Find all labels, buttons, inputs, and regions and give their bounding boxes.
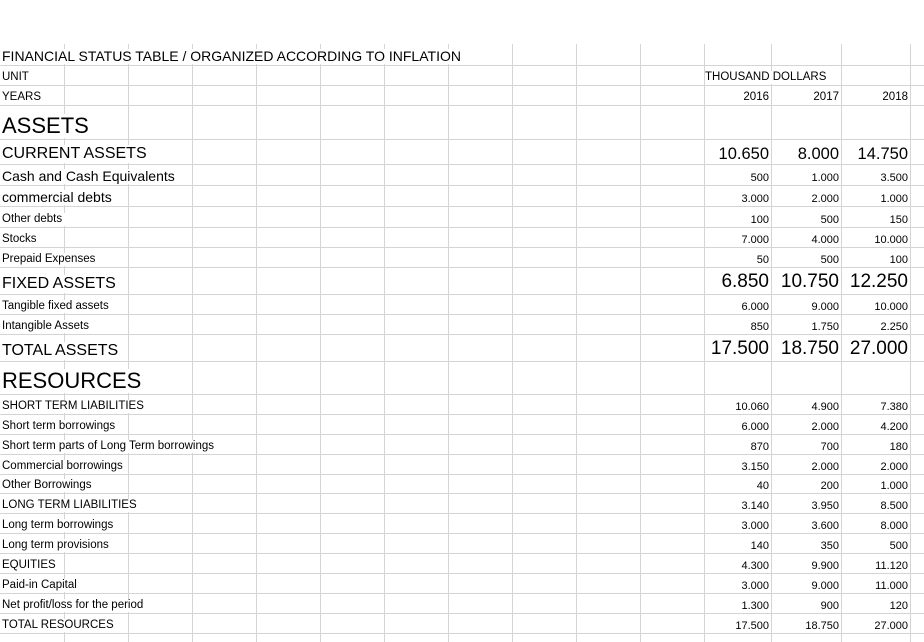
unit-label: UNIT [2,71,32,84]
value-2016: 40 [756,479,769,492]
value-2018: 8.000 [880,519,908,532]
table-row [0,228,924,248]
row-label: Long term borrowings [2,519,116,532]
value-2017: 3.950 [811,499,839,512]
table-row [0,455,924,475]
year-2016: 2016 [743,91,769,104]
value-2018: 100 [889,253,908,266]
value-2016: 3.000 [741,519,769,532]
value-2017: 4.000 [811,233,839,246]
table-row [0,435,924,455]
row-label: Tangible fixed assets [2,300,112,313]
value-2018: 2.000 [880,460,908,473]
row-label: Cash and Cash Equivalents [2,169,178,184]
table-row [0,594,924,614]
row-label: TOTAL ASSETS [2,342,121,360]
row-label: Other debts [2,213,65,226]
value-2017: 2.000 [811,460,839,473]
value-2016: 3.150 [741,460,769,473]
table-row [0,534,924,554]
table-row [0,295,924,315]
value-2017: 1.750 [811,320,839,333]
table-row [0,165,924,186]
row-label: Short term parts of Long Term borrowings [2,440,217,453]
assets-heading-row [0,106,924,140]
value-2017: 1.000 [811,171,839,184]
row-label: EQUITIES [2,559,59,572]
value-2017: 500 [820,253,839,266]
year-2017: 2017 [813,91,839,104]
value-2016: 6.850 [721,271,769,293]
years-label: YEARS [2,91,44,104]
value-2018: 7.380 [880,400,908,413]
table-row [0,415,924,435]
value-2017: 700 [820,440,839,453]
table-row [0,207,924,228]
value-2018: 500 [889,539,908,552]
value-2016: 50 [756,253,769,266]
row-label: TOTAL RESOURCES [2,619,117,632]
value-2018: 10.000 [874,233,908,246]
sheet-title: FINANCIAL STATUS TABLE / ORGANIZED ACCORDING TO INFLATION [2,49,464,64]
value-2018: 8.500 [880,499,908,512]
row-label: Other Borrowings [2,479,94,492]
value-2016: 3.140 [741,499,769,512]
value-2016: 10.650 [718,144,769,163]
value-2017: 10.750 [780,271,839,293]
value-2016: 1.300 [741,599,769,612]
row-label: commercial debts [2,190,115,205]
value-2017: 900 [820,599,839,612]
value-2016: 3.000 [741,579,769,592]
assets-heading: ASSETS [2,114,92,138]
value-2018: 12.250 [849,271,908,293]
value-2018: 10.000 [874,300,908,313]
value-2016: 7.000 [741,233,769,246]
row-label: LONG TERM LIABILITIES [2,499,140,512]
value-2018: 120 [889,599,908,612]
value-2017: 4.900 [811,400,839,413]
unit-value: THOUSAND DOLLARS [705,71,827,84]
table-row [0,186,924,207]
resources-heading: RESOURCES [2,369,144,393]
value-2017: 500 [820,213,839,226]
resources-heading-row [0,362,924,395]
value-2018: 27.000 [874,619,908,632]
row-label: Short term borrowings [2,420,118,433]
value-2018: 11.000 [875,579,908,592]
table-row [0,494,924,514]
value-2017: 8.000 [797,144,839,163]
table-row [0,335,924,362]
value-2016: 4.300 [741,559,769,572]
table-row [0,554,924,574]
value-2017: 18.750 [805,619,839,632]
row-label: FIXED ASSETS [2,275,119,293]
value-2018: 2.250 [880,320,908,333]
unit-row [0,66,924,86]
value-2018: 180 [889,440,908,453]
years-row [0,86,924,106]
value-2017: 2.000 [811,192,839,205]
row-label: Commercial borrowings [2,460,126,473]
value-2018: 11.120 [875,559,908,572]
value-2016: 17.500 [710,338,769,360]
row-label: Long term provisions [2,539,112,552]
table-row [0,395,924,415]
value-2018: 3.500 [880,171,908,184]
row-label: Intangible Assets [2,320,92,333]
value-2017: 3.600 [811,519,839,532]
value-2016: 500 [750,171,769,184]
row-label: Paid-in Capital [2,579,80,592]
value-2018: 150 [889,213,908,226]
value-2016: 100 [750,213,769,226]
table-row [0,514,924,534]
value-2018: 14.750 [857,144,908,163]
table-row [0,248,924,268]
table-row [0,574,924,594]
row-label: CURRENT ASSETS [2,145,150,163]
value-2016: 3.000 [741,192,769,205]
value-2017: 9.000 [811,300,839,313]
row-label: SHORT TERM LIABILITIES [2,400,147,413]
value-2017: 200 [820,479,839,492]
value-2016: 6.000 [741,420,769,433]
value-2016: 850 [750,320,769,333]
value-2016: 10.060 [735,400,769,413]
value-2018: 27.000 [849,338,908,360]
value-2016: 140 [750,539,769,552]
table-row [0,140,924,165]
table-row [0,315,924,335]
row-label: Net profit/loss for the period [2,599,146,612]
value-2017: 9.000 [811,579,839,592]
value-2016: 6.000 [741,300,769,313]
value-2018: 4.200 [880,420,908,433]
value-2017: 9.900 [811,559,839,572]
table-row [0,268,924,295]
value-2018: 1.000 [880,192,908,205]
table-row [0,475,924,494]
title-row [0,44,924,66]
row-label: Stocks [2,233,40,246]
year-2018: 2018 [882,91,908,104]
value-2017: 2.000 [811,420,839,433]
value-2017: 18.750 [780,338,839,360]
table-row [0,614,924,634]
value-2018: 1.000 [880,479,908,492]
value-2016: 17.500 [735,619,769,632]
value-2016: 870 [750,440,769,453]
value-2017: 350 [820,539,839,552]
row-label: Prepaid Expenses [2,253,98,266]
